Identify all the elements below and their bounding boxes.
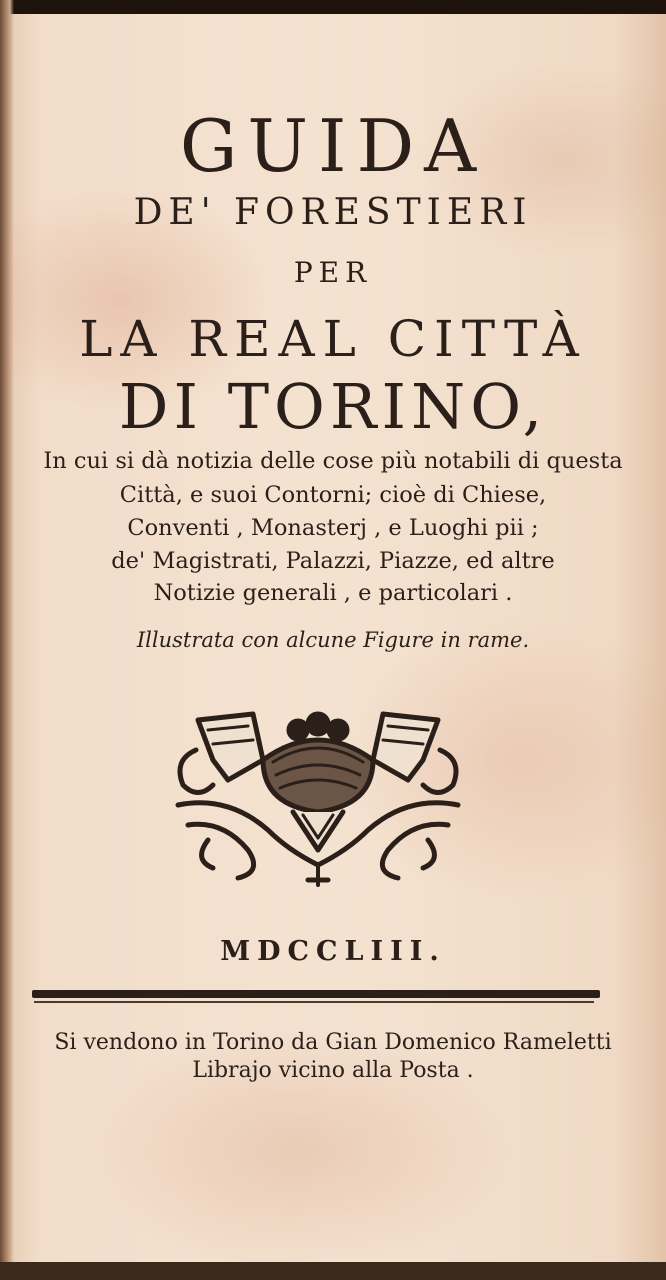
title-forestieri: DE' FORESTIERI (133, 192, 533, 233)
title-torino: DI TORINO, (118, 370, 548, 443)
imprint-line: Si vendono in Torino da Gian Domenico Rameletti (54, 1030, 612, 1055)
subtitle-line: Conventi , Monasterj , e Luoghi pii ; (127, 515, 539, 541)
page-bottom-edge (0, 1262, 666, 1280)
publication-year: MDCCLIII. (220, 936, 446, 967)
title-per: PER (293, 256, 373, 289)
illustration-note: Illustrata con alcune Figure in rame. (136, 628, 530, 652)
woodcut-ornament-icon (168, 700, 468, 890)
subtitle-line: In cui si dà notizia delle cose più notabili di questa (43, 448, 623, 474)
title-guida: GUIDA (179, 104, 487, 188)
imprint-line: Librajo vicino alla Posta . (192, 1058, 474, 1083)
title-real-citta: LA REAL CITTÀ (79, 310, 587, 368)
divider-rule (32, 990, 600, 998)
subtitle-line: Notizie generali , e particolari . (153, 580, 513, 606)
subtitle-line: de' Magistrati, Palazzi, Piazze, ed altre (111, 548, 555, 574)
page-top-edge (0, 0, 666, 14)
subtitle-line: Città, e suoi Contorni; cioè di Chiese, (119, 482, 547, 508)
divider-rule-thin (34, 1001, 594, 1003)
